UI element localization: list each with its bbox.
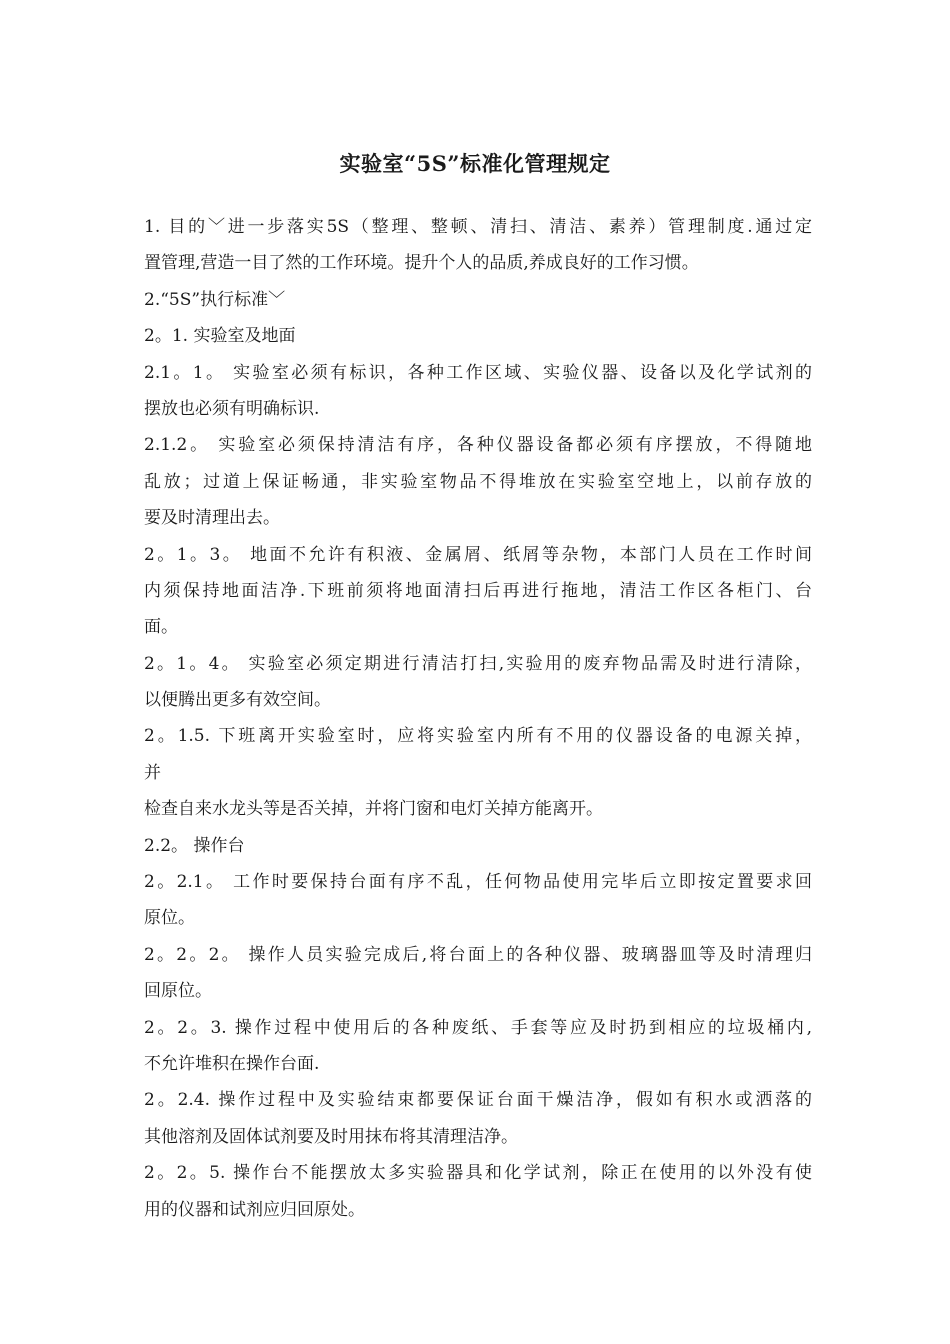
document-body [144, 209, 812, 1228]
document-title: 实验室“5S”标准化管理规定 [339, 151, 611, 176]
body-line: 不允许堆积在操作台面. [144, 1053, 320, 1074]
body-line: 以便腾出更多有效空间。 [144, 690, 331, 711]
body-line: 回原位。 [144, 981, 212, 1002]
body-line: 2。2.4. 操作过程中及实验结束都要保证台面干燥洁净，假如有积水或洒落的 [144, 1090, 812, 1111]
body-line: 2.1.2。 实验室必须保持清洁有序，各种仪器设备都必须有序摆放，不得随地 [144, 435, 812, 456]
body-line: 2。2。5. 操作台不能摆放太多实验器具和化学试剂，除正在使用的以外没有使 [144, 1163, 812, 1184]
body-line: 2。1。3。 地面不允许有积液、金属屑、纸屑等杂物，本部门人员在工作时间 [144, 544, 812, 565]
body-line: 用的仪器和试剂应归回原处。 [144, 1199, 365, 1220]
body-line: 乱放；过道上保证畅通，非实验室物品不得堆放在实验室空地上，以前存放的 [144, 471, 812, 492]
body-line: 要及时清理出去。 [144, 508, 280, 529]
body-line: 2.1。1。 实验室必须有标识，各种工作区域、实验仪器、设备以及化学试剂的 [144, 362, 812, 383]
body-line: 并 [144, 762, 161, 783]
body-line: 1. 目的﹀进一步落实5S（整理、整顿、清扫、清洁、素养）管理制度.通过定 [144, 217, 812, 237]
body-line: 摆放也必须有明确标识. [144, 398, 320, 419]
body-line: 原位。 [144, 908, 195, 929]
body-line: 2。1. 实验室及地面 [144, 326, 296, 347]
body-line: 内须保持地面洁净.下班前须将地面清扫后再进行拖地，清洁工作区各柜门、台 [144, 580, 812, 601]
body-line: 2。1。4。 实验室必须定期进行清洁打扫,实验用的废弃物品需及时进行清除， [144, 653, 812, 674]
body-line: 2。2。3. 操作过程中使用后的各种废纸、手套等应及时扔到相应的垃圾桶内, [144, 1017, 812, 1038]
body-line: 2。2.1。 工作时要保持台面有序不乱，任何物品使用完毕后立即按定置要求回 [144, 872, 812, 893]
body-line: 2.“5S”执行标准﹀ [144, 289, 286, 310]
body-line: 其他溶剂及固体试剂要及时用抹布将其清理洁净。 [144, 1126, 518, 1147]
body-line: 2。2。2。 操作人员实验完成后,将台面上的各种仪器、玻璃器皿等及时清理归 [144, 944, 812, 965]
body-line: 面。 [144, 617, 178, 638]
body-line: 检查自来水龙头等是否关掉，并将门窗和电灯关掉方能离开。 [144, 799, 603, 820]
body-line: 置管理,营造一目了然的工作环境。提升个人的品质,养成良好的工作习惯。 [144, 253, 699, 274]
body-line: 2.2。 操作台 [144, 835, 245, 856]
body-line: 2。1.5. 下班离开实验室时，应将实验室内所有不用的仪器设备的电源关掉， [144, 726, 812, 747]
